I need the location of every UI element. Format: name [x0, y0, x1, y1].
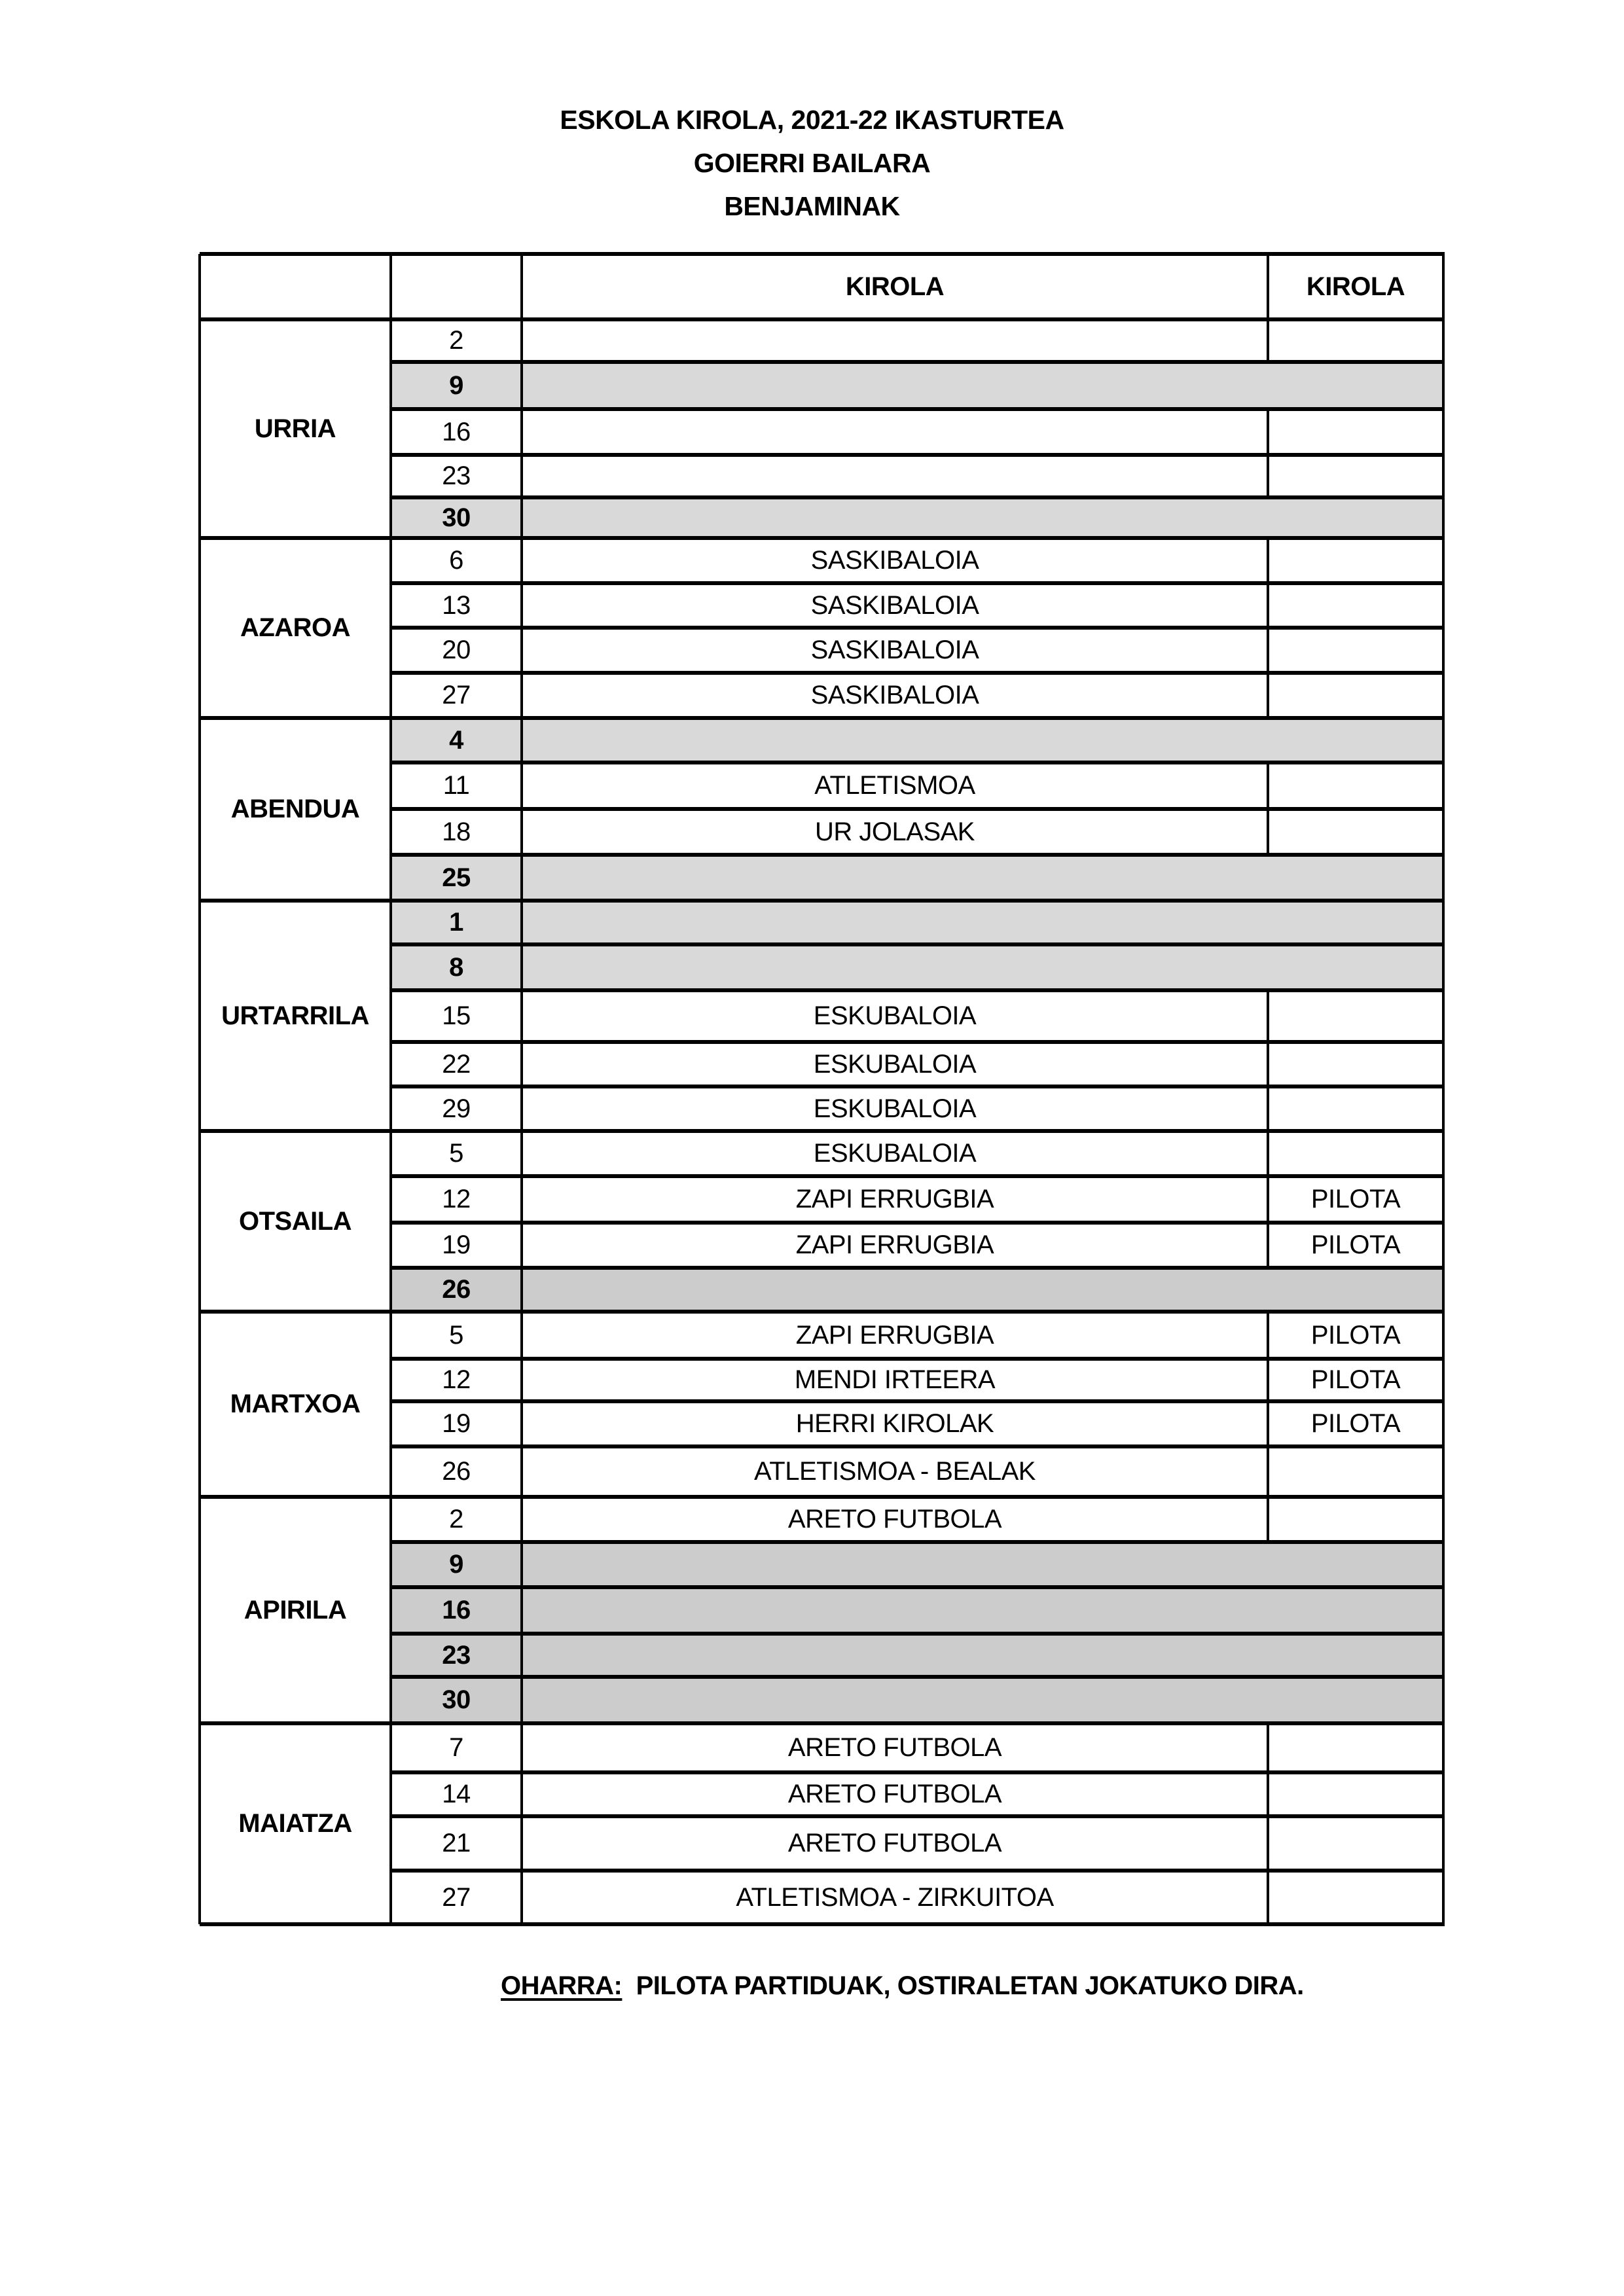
grid-line-vertical [520, 1772, 523, 1816]
blocked-row-shade [391, 944, 1443, 990]
grid-line-vertical [1267, 254, 1269, 319]
sport-cell: SASKIBALOIA [810, 636, 979, 664]
grid-line-vertical [520, 628, 523, 673]
grid-line-vertical [520, 362, 523, 409]
grid-line-horizontal [391, 853, 1445, 857]
grid-line-vertical [520, 1446, 523, 1497]
grid-line-horizontal [391, 1632, 1445, 1636]
grid-line-vertical [1267, 809, 1269, 855]
grid-line-horizontal [391, 581, 1445, 585]
grid-line-vertical [520, 497, 523, 538]
day-cell: 1 [449, 908, 463, 937]
day-cell: 12 [442, 1185, 471, 1213]
sport-cell: ARETO FUTBOLA [787, 1780, 1002, 1808]
header-month [200, 254, 391, 319]
second-sport-cell: PILOTA [1310, 1185, 1401, 1213]
grid-line-vertical [1267, 1176, 1269, 1223]
grid-line-horizontal [200, 1129, 1445, 1133]
grid-line-vertical [1267, 1131, 1269, 1176]
grid-line-horizontal [391, 1675, 1445, 1679]
day-cell: 23 [442, 1640, 471, 1670]
day-cell: 2 [449, 1505, 463, 1534]
month-label: AZAROA [240, 613, 351, 642]
grid-line-vertical [520, 673, 523, 718]
grid-line-vertical [1267, 455, 1269, 497]
second-sport-cell [1268, 628, 1443, 673]
sport-cell: ARETO FUTBOLA [787, 1829, 1002, 1857]
grid-line-vertical [1267, 1446, 1269, 1497]
second-sport-cell [1268, 1871, 1443, 1924]
day-cell: 22 [442, 1049, 471, 1079]
grid-line-horizontal [200, 252, 1445, 256]
grid-line-horizontal [200, 1922, 1445, 1926]
day-cell: 19 [442, 1409, 471, 1438]
grid-line-vertical [1267, 673, 1269, 718]
blocked-row-shade [391, 1634, 1443, 1677]
grid-line-horizontal [391, 1085, 1445, 1088]
day-cell: 7 [449, 1733, 463, 1762]
grid-line-horizontal [391, 453, 1445, 457]
grid-line-vertical [520, 1176, 523, 1223]
grid-line-vertical [1267, 1772, 1269, 1816]
month-label: URRIA [254, 414, 336, 443]
second-sport-cell [1268, 990, 1443, 1042]
grid-line-vertical [520, 455, 523, 497]
sport-cell: SASKIBALOIA [810, 590, 979, 620]
sport-cell: ATLETISMOA - ZIRKUITOA [736, 1882, 1054, 1912]
header-day [391, 254, 522, 319]
grid-line-horizontal [200, 716, 1445, 720]
grid-line-vertical [1267, 762, 1269, 809]
sport-cell [522, 455, 1268, 497]
grid-line-vertical [520, 583, 523, 628]
grid-line-horizontal [200, 899, 1445, 903]
grid-line-vertical [1267, 583, 1269, 628]
grid-line-horizontal [391, 1540, 1445, 1544]
sport-cell [522, 409, 1268, 455]
second-sport-cell [1268, 1446, 1443, 1497]
second-sport-cell [1268, 1131, 1443, 1176]
month-label: URTARRILA [221, 1001, 369, 1030]
day-cell: 23 [442, 461, 471, 490]
day-cell: 30 [442, 503, 471, 532]
grid-line-vertical [520, 718, 523, 762]
day-cell: 18 [442, 817, 471, 846]
grid-line-vertical [520, 1677, 523, 1723]
blocked-row-shade [391, 362, 1443, 409]
grid-line-vertical [520, 1359, 523, 1401]
grid-line-horizontal [391, 1869, 1445, 1873]
day-cell: 25 [442, 863, 471, 892]
day-cell: 4 [449, 725, 463, 755]
grid-line-vertical [520, 809, 523, 855]
document-title [0, 98, 1624, 228]
day-cell: 5 [449, 1320, 463, 1350]
sport-cell: ZAPI ERRUGBIA [795, 1230, 994, 1259]
grid-line-vertical [520, 762, 523, 809]
month-label: OTSAILA [238, 1206, 352, 1236]
grid-line-vertical [520, 1587, 523, 1634]
second-sport-cell: PILOTA [1310, 1409, 1401, 1438]
day-cell: 9 [449, 1550, 463, 1579]
sport-cell: ESKUBALOIA [813, 1139, 977, 1168]
second-sport-cell [1268, 1497, 1443, 1542]
grid-line-vertical [520, 538, 523, 583]
grid-line-vertical [520, 254, 523, 319]
grid-line-vertical [1267, 1359, 1269, 1401]
day-cell: 12 [442, 1365, 471, 1394]
sport-cell: HERRI KIROLAK [795, 1409, 994, 1438]
second-sport-cell [1268, 455, 1443, 497]
footnote [501, 1971, 1304, 2001]
grid-line-horizontal [391, 988, 1445, 992]
second-sport-cell [1268, 1042, 1443, 1086]
grid-line-vertical [1267, 538, 1269, 583]
month-label: ABENDUA [230, 795, 360, 823]
second-sport-cell [1268, 1772, 1443, 1816]
grid-line-vertical [1267, 319, 1269, 362]
day-cell: 16 [442, 417, 471, 446]
grid-line-vertical [520, 1086, 523, 1131]
grid-line-horizontal [391, 1221, 1445, 1225]
month-label: MARTXOA [230, 1390, 361, 1418]
grid-line-vertical [1267, 409, 1269, 455]
grid-line-vertical [520, 1723, 523, 1772]
sport-cell: SASKIBALOIA [810, 681, 979, 709]
grid-line-vertical [520, 1312, 523, 1359]
footnote-text: PILOTA PARTIDUAK, OSTIRALETAN JOKATUKO DIRA. [636, 1971, 1304, 2000]
sport-cell: UR JOLASAK [815, 817, 975, 846]
day-cell: 14 [442, 1780, 471, 1808]
sport-cell: ATLETISMOA - BEALAK [754, 1457, 1036, 1486]
day-cell: 2 [449, 326, 463, 355]
day-cell: 27 [442, 681, 471, 709]
second-sport-cell [1268, 1723, 1443, 1772]
second-sport-cell [1268, 762, 1443, 809]
header-kirola-2: KIROLA [1306, 272, 1405, 301]
grid-line-horizontal [391, 1444, 1445, 1448]
day-cell: 19 [442, 1230, 471, 1259]
day-cell: 26 [442, 1457, 471, 1486]
grid-line-vertical [520, 1223, 523, 1268]
grid-line-vertical [520, 901, 523, 944]
grid-line-vertical [1267, 628, 1269, 673]
day-cell: 16 [442, 1596, 471, 1624]
grid-line-vertical [389, 254, 392, 1924]
grid-line-vertical [1267, 1723, 1269, 1772]
grid-line-vertical [520, 1634, 523, 1677]
grid-line-vertical [1267, 1223, 1269, 1268]
grid-line-horizontal [391, 407, 1445, 411]
grid-line-vertical [520, 1816, 523, 1871]
grid-line-vertical [1442, 254, 1445, 1924]
grid-line-horizontal [200, 317, 1445, 321]
grid-line-vertical [520, 1042, 523, 1086]
grid-line-vertical [520, 1542, 523, 1587]
grid-line-horizontal [391, 1585, 1445, 1589]
blocked-row-shade [391, 855, 1443, 901]
sport-cell: ZAPI ERRUGBIA [795, 1320, 994, 1350]
grid-line-vertical [520, 1497, 523, 1542]
grid-line-horizontal [391, 1266, 1445, 1270]
month-label: MAIATZA [238, 1809, 352, 1838]
grid-line-horizontal [391, 495, 1445, 499]
day-cell: 8 [449, 952, 463, 982]
day-cell: 13 [442, 590, 471, 620]
blocked-row-shade [391, 1542, 1443, 1587]
grid-line-horizontal [391, 942, 1445, 946]
second-sport-cell [1268, 409, 1443, 455]
blocked-row-shade [391, 718, 1443, 762]
footnote-label: OHARRA: [501, 1971, 623, 2000]
title-line-3: BENJAMINAK [724, 191, 900, 221]
grid-line-vertical [1267, 1497, 1269, 1542]
grid-line-vertical [1267, 1401, 1269, 1446]
sport-cell: ARETO FUTBOLA [787, 1505, 1002, 1534]
sport-cell: ZAPI ERRUGBIA [795, 1185, 994, 1213]
grid-line-vertical [1267, 1086, 1269, 1131]
grid-line-vertical [520, 1871, 523, 1924]
grid-line-vertical [520, 1131, 523, 1176]
grid-line-horizontal [391, 761, 1445, 764]
blocked-row-shade [391, 1268, 1443, 1312]
second-sport-cell: PILOTA [1310, 1365, 1401, 1394]
grid-line-vertical [520, 1401, 523, 1446]
day-cell: 5 [449, 1139, 463, 1168]
second-sport-cell [1268, 319, 1443, 362]
grid-line-vertical [520, 990, 523, 1042]
grid-line-horizontal [391, 1174, 1445, 1178]
grid-line-vertical [1267, 1871, 1269, 1924]
day-cell: 6 [449, 546, 463, 575]
grid-line-vertical [1267, 1312, 1269, 1359]
grid-line-vertical [198, 254, 201, 1924]
grid-line-horizontal [391, 360, 1445, 364]
month-label: APIRILA [244, 1595, 347, 1624]
grid-line-horizontal [200, 1310, 1445, 1314]
grid-line-horizontal [391, 671, 1445, 675]
grid-line-horizontal [200, 1721, 1445, 1725]
grid-line-vertical [1267, 990, 1269, 1042]
title-line-1: ESKOLA KIROLA, 2021-22 IKASTURTEA [560, 105, 1064, 135]
day-cell: 9 [449, 370, 463, 400]
day-cell: 11 [442, 771, 470, 800]
title-line-2: GOIERRI BAILARA [693, 148, 931, 178]
grid-line-vertical [1267, 1042, 1269, 1086]
header-kirola-1: KIROLA [845, 272, 945, 301]
schedule-table [200, 254, 1443, 1924]
sport-cell: MENDI IRTEERA [794, 1365, 996, 1394]
blocked-row-shade [391, 497, 1443, 538]
grid-line-horizontal [391, 807, 1445, 811]
blocked-row-shade [391, 1587, 1443, 1634]
blocked-row-shade [391, 1677, 1443, 1723]
second-sport-cell [1268, 1816, 1443, 1871]
day-cell: 27 [442, 1882, 471, 1912]
grid-line-vertical [520, 319, 523, 362]
grid-line-vertical [520, 409, 523, 455]
day-cell: 21 [442, 1829, 471, 1857]
sport-cell: ESKUBALOIA [813, 1049, 977, 1079]
second-sport-cell [1268, 538, 1443, 583]
grid-line-vertical [520, 1268, 523, 1312]
day-cell: 29 [442, 1094, 471, 1123]
second-sport-cell [1268, 1086, 1443, 1131]
grid-line-horizontal [391, 1040, 1445, 1044]
grid-line-horizontal [200, 1495, 1445, 1499]
second-sport-cell [1268, 583, 1443, 628]
grid-line-vertical [520, 855, 523, 901]
sport-cell: SASKIBALOIA [810, 546, 979, 575]
blocked-row-shade [391, 901, 1443, 944]
grid-line-vertical [520, 944, 523, 990]
grid-line-vertical [1267, 1816, 1269, 1871]
second-sport-cell [1268, 809, 1443, 855]
day-cell: 30 [442, 1685, 471, 1714]
grid-line-horizontal [200, 536, 1445, 540]
grid-line-horizontal [391, 1770, 1445, 1774]
day-cell: 15 [442, 1001, 471, 1030]
grid-line-horizontal [391, 1399, 1445, 1403]
sport-cell: ESKUBALOIA [813, 1094, 977, 1123]
sport-cell: ESKUBALOIA [813, 1001, 977, 1030]
grid-line-horizontal [391, 626, 1445, 630]
sport-cell: ATLETISMOA [814, 771, 975, 800]
second-sport-cell: PILOTA [1310, 1320, 1401, 1350]
sport-cell [522, 319, 1268, 362]
day-cell: 26 [442, 1275, 471, 1304]
second-sport-cell: PILOTA [1310, 1230, 1401, 1259]
day-cell: 20 [442, 636, 471, 664]
sport-cell: ARETO FUTBOLA [787, 1733, 1002, 1762]
grid-line-horizontal [391, 1357, 1445, 1361]
second-sport-cell [1268, 673, 1443, 718]
grid-line-horizontal [391, 1814, 1445, 1818]
